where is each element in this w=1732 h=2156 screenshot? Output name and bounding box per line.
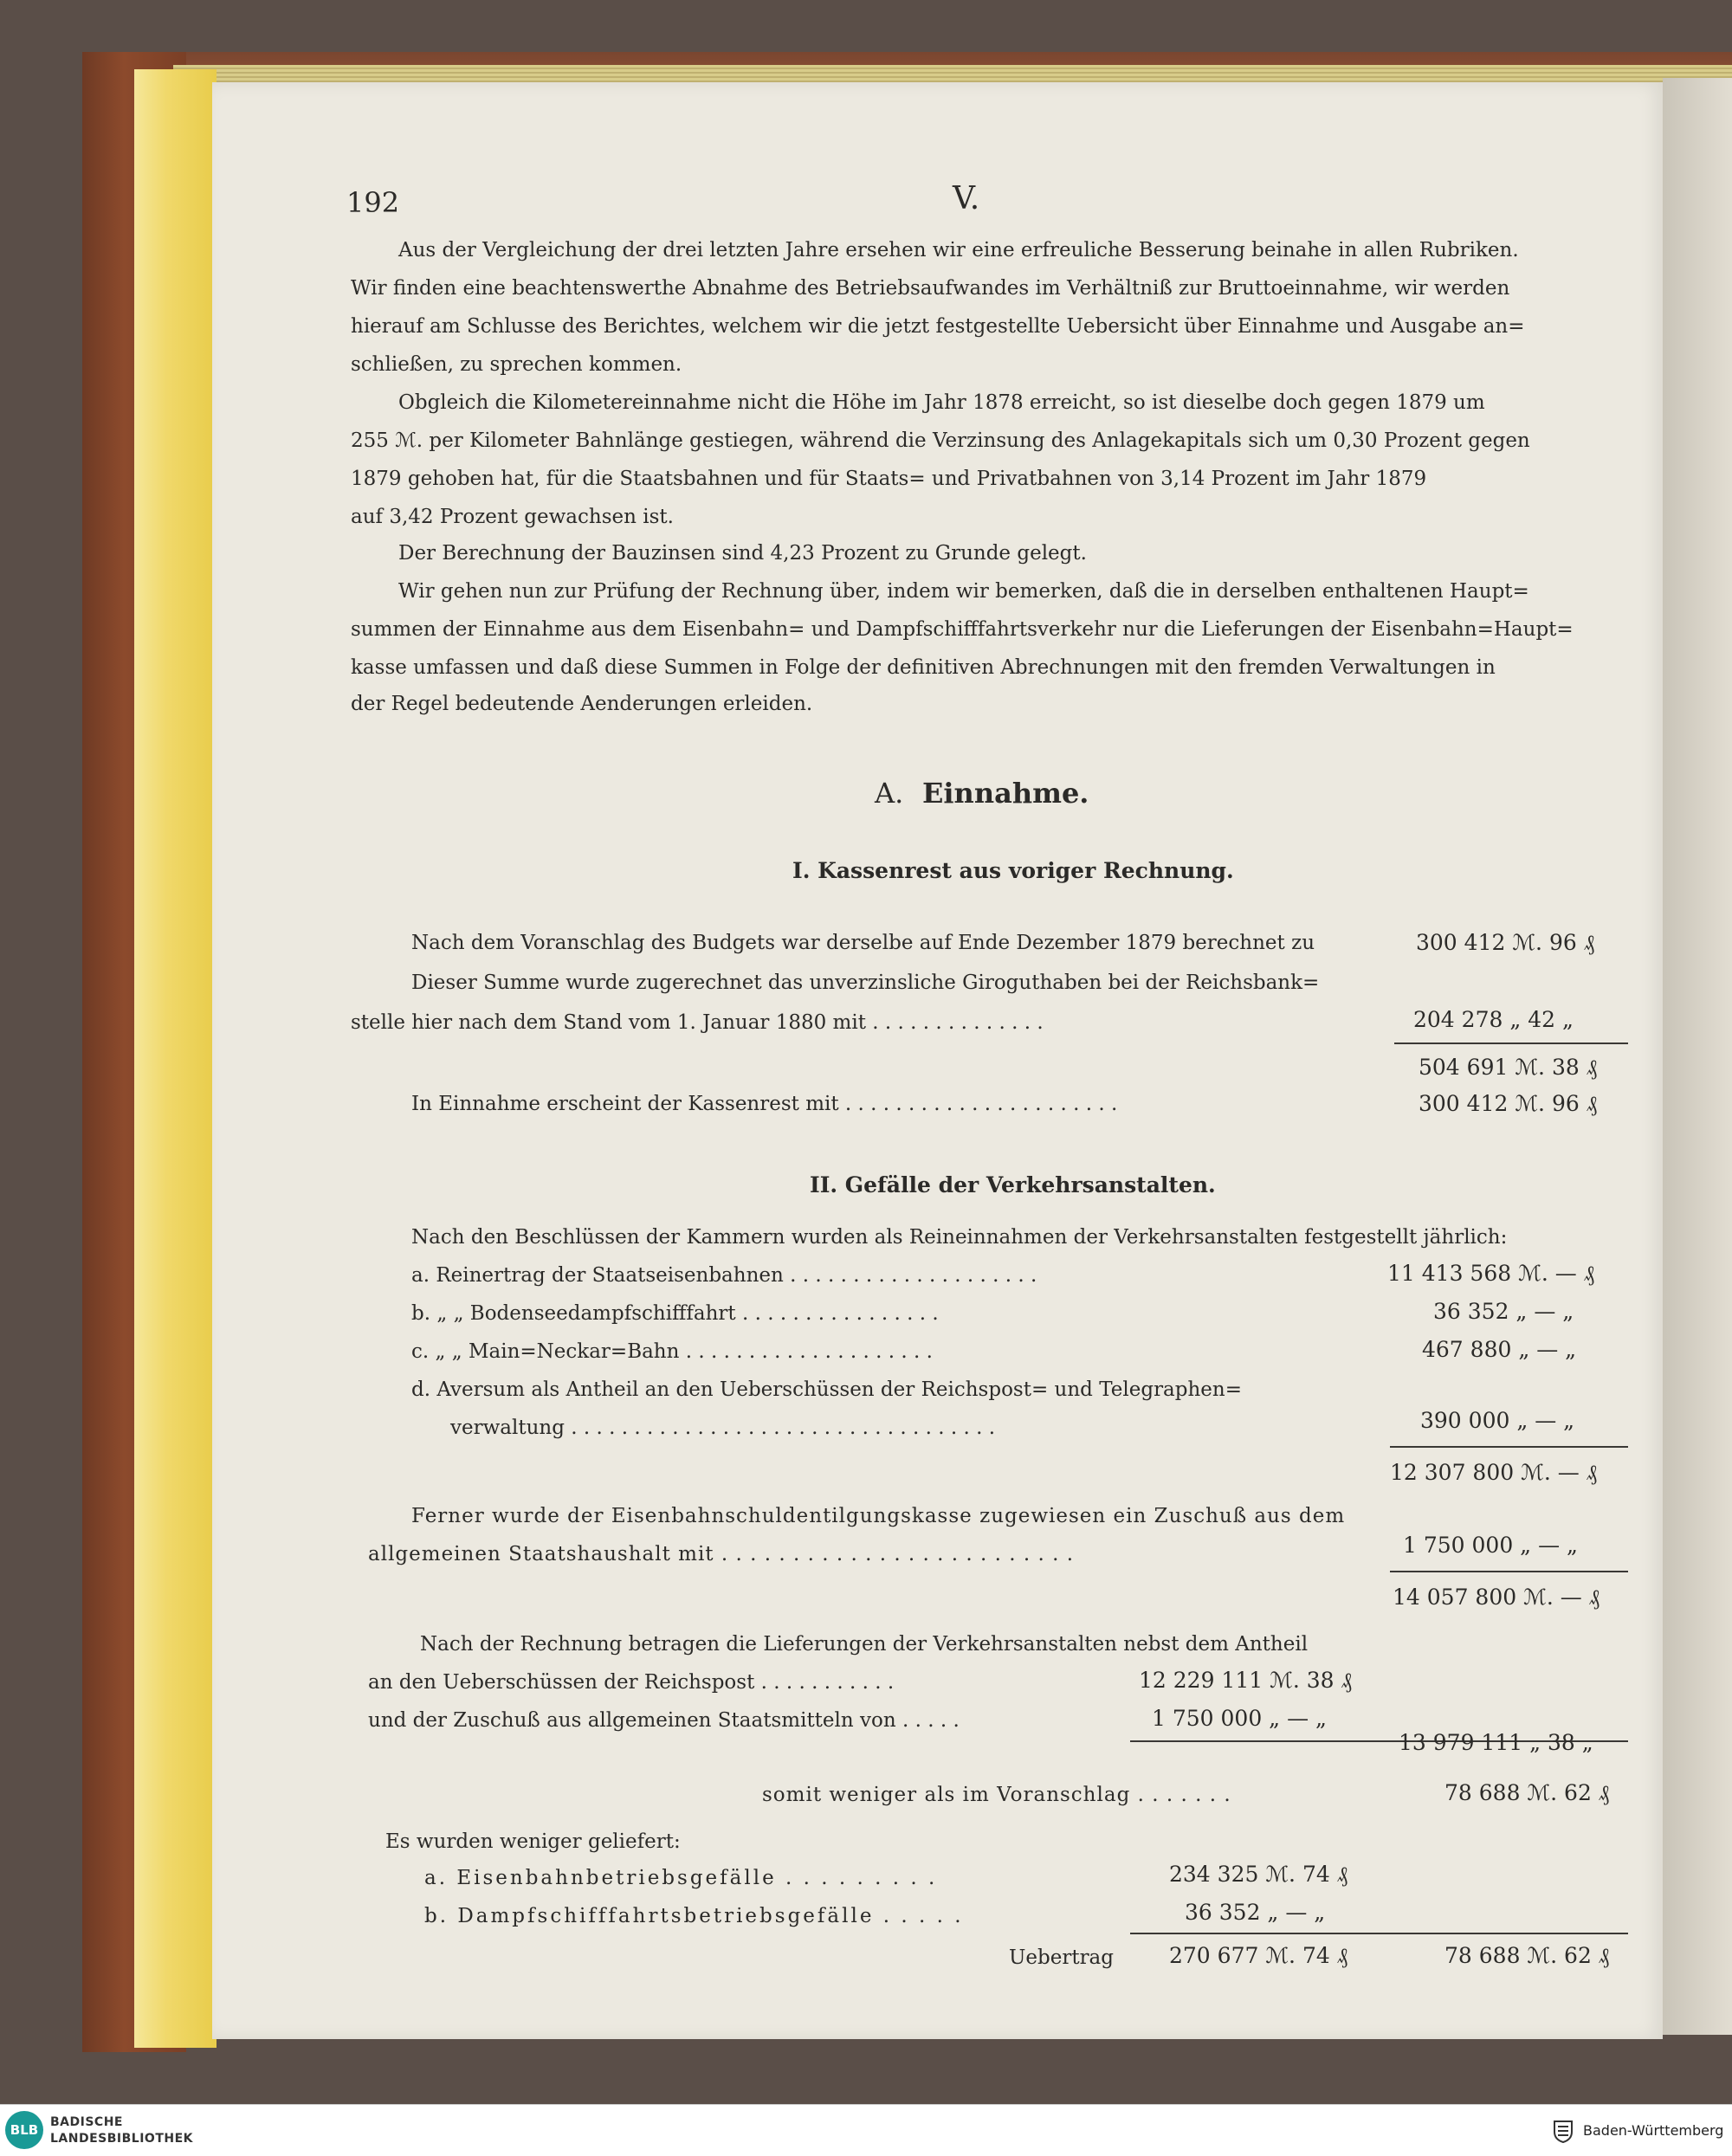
- blb-logo-icon: BLB: [5, 2111, 43, 2149]
- chapter-heading: V.: [953, 181, 980, 216]
- sub-a-line: a. Eisenbahnbetriebsgefälle . . . . . . . . .: [424, 1867, 938, 1889]
- section-ii-item-b: b. „ „ Bodenseedampfschifffahrt . . . . . . . . . . . . . . . .: [411, 1302, 939, 1325]
- intro-line-2: Wir finden eine beachtenswerthe Abnahme des Betriebsaufwandes im Verhältniß zur Bruttoeinnahme, wir werden: [351, 277, 1510, 300]
- section-ii-item-a: a. Reinertrag der Staatseisenbahnen . . . . . . . . . . . . . . . . . . . .: [411, 1264, 1037, 1287]
- section-i-line4: In Einnahme erscheint der Kassenrest mit . . . . . . . . . . . . . . . . . . . . . .: [411, 1093, 1118, 1115]
- section-ii-sum: 12 307 800 ℳ. — ₰: [1390, 1460, 1598, 1485]
- viewer-footer-bar: [0, 2104, 1732, 2156]
- es-wurden-line: Es wurden weniger geliefert:: [385, 1830, 681, 1853]
- intro-line-8: auf 3,42 Prozent gewachsen ist.: [351, 506, 674, 528]
- section-a-prefix: A.: [875, 777, 904, 810]
- intro-line-7: 1879 gehoben hat, für die Staatsbahnen und für Staats= und Privatbahnen von 3,14 Prozent im Jahr 1879: [351, 468, 1427, 490]
- page-number: 192: [346, 186, 400, 219]
- section-i-line1: Nach dem Voranschlag des Budgets war derselbe auf Ende Dezember 1879 berechnet zu: [411, 932, 1315, 954]
- nach-line-2-amount: 12 229 111 ℳ. 38 ₰: [1139, 1668, 1352, 1693]
- page-edge-gilded: [134, 69, 216, 2048]
- section-ii-item-b-amount: 36 352 „ — „: [1433, 1299, 1574, 1324]
- intro-line-9: Der Berechnung der Bauzinsen sind 4,23 Prozent zu Grunde gelegt.: [398, 542, 1087, 565]
- sub-b-amount: 36 352 „ — „: [1185, 1900, 1326, 1925]
- ferner-line-1: Ferner wurde der Eisenbahnschuldentilgungskasse zugewiesen ein Zuschuß aus dem: [411, 1505, 1346, 1527]
- sum-rule-1: [1394, 1042, 1628, 1044]
- nach-line-3-amount: 1 750 000 „ — „: [1152, 1706, 1327, 1731]
- weniger-amount: 78 688 ℳ. 62 ₰: [1444, 1780, 1610, 1805]
- sum-rule-2: [1390, 1446, 1628, 1448]
- uebertrag-amount-2: 78 688 ℳ. 62 ₰: [1444, 1943, 1610, 1968]
- section-i-sum: 504 691 ℳ. 38 ₰: [1419, 1055, 1598, 1080]
- sum-rule-5: [1130, 1933, 1628, 1934]
- sub-b-line: b. Dampfschifffahrtsbetriebsgefälle . . . . .: [424, 1905, 964, 1927]
- section-i-line2: Dieser Summe wurde zugerechnet das unverzinsliche Giroguthaben bei der Reichsbank=: [411, 971, 1320, 994]
- intro-line-13: der Regel bedeutende Aenderungen erleiden.: [351, 693, 813, 715]
- section-ii-item-d-cont: verwaltung . . . . . . . . . . . . . . . . . . . . . . . . . . . . . . . . . .: [450, 1417, 996, 1439]
- section-ii-intro: Nach den Beschlüssen der Kammern wurden als Reineinnahmen der Verkehrsanstalten festgestellt jährlich:: [411, 1226, 1508, 1249]
- intro-line-5: Obgleich die Kilometereinnahme nicht die Höhe im Jahr 1878 erreicht, so ist dieselbe doch gegen 1879 um: [398, 391, 1485, 414]
- blb-name-line-1: BADISCHE: [50, 2115, 123, 2129]
- sum-rule-3: [1390, 1571, 1628, 1572]
- section-i-line1-amount: 300 412 ℳ. 96 ₰: [1416, 930, 1595, 955]
- section-ii-sum-3: 14 057 800 ℳ. — ₰: [1393, 1585, 1600, 1610]
- baden-wuerttemberg-label: Baden-Württemberg: [1583, 2122, 1724, 2139]
- weniger-line: somit weniger als im Voranschlag . . . . . . .: [762, 1784, 1231, 1806]
- section-i-line4-amount: 300 412 ℳ. 96 ₰: [1419, 1091, 1598, 1116]
- section-ii-item-c-amount: 467 880 „ — „: [1422, 1337, 1577, 1362]
- intro-line-3: hierauf am Schlusse des Berichtes, welchem wir die jetzt festgestellte Uebersicht über Einnahme und Ausgabe an=: [351, 315, 1525, 338]
- coat-of-arms-icon: [1550, 2118, 1576, 2144]
- section-i-title: I. Kassenrest aus voriger Rechnung.: [792, 858, 1234, 883]
- intro-line-6: 255 ℳ. per Kilometer Bahnlänge gestiegen, während die Verzinsung des Anlagekapitals sich um 0,30 Prozent gegen: [351, 429, 1530, 452]
- nach-line-3: und der Zuschuß aus allgemeinen Staatsmitteln von . . . . .: [368, 1709, 960, 1732]
- section-a-title: Einnahme.: [922, 777, 1089, 810]
- ferner-amount: 1 750 000 „ — „: [1403, 1533, 1578, 1558]
- ferner-line-2: allgemeinen Staatshaushalt mit . . . . . . . . . . . . . . . . . . . . . . . . .: [368, 1543, 1075, 1565]
- intro-line-11: summen der Einnahme aus dem Eisenbahn= und Dampfschifffahrtsverkehr nur die Lieferungen der Eisenbahn=Haupt=: [351, 618, 1574, 641]
- section-ii-sum-4: 13 979 111 „ 38 „: [1399, 1730, 1593, 1755]
- uebertrag-amount-1: 270 677 ℳ. 74 ₰: [1169, 1943, 1348, 1968]
- section-ii-item-c: c. „ „ Main=Neckar=Bahn . . . . . . . . . . . . . . . . . . . .: [411, 1340, 933, 1363]
- nach-line-1: Nach der Rechnung betragen die Lieferungen der Verkehrsanstalten nebst dem Antheil: [420, 1633, 1309, 1656]
- section-ii-item-a-amount: 11 413 568 ℳ. — ₰: [1387, 1261, 1595, 1286]
- facing-page-edge: [1663, 78, 1732, 2035]
- section-ii-item-d-amount: 390 000 „ — „: [1420, 1408, 1575, 1433]
- section-ii-title: II. Gefälle der Verkehrsanstalten.: [810, 1172, 1216, 1197]
- intro-line-4: schließen, zu sprechen kommen.: [351, 353, 682, 376]
- section-i-line3-amount: 204 278 „ 42 „: [1413, 1007, 1574, 1032]
- blb-name-line-2: LANDESBIBLIOTHEK: [50, 2132, 194, 2146]
- uebertrag-label: Uebertrag: [1009, 1946, 1114, 1969]
- section-i-line3: stelle hier nach dem Stand vom 1. Januar 1880 mit . . . . . . . . . . . . . .: [351, 1011, 1044, 1034]
- intro-line-10: Wir gehen nun zur Prüfung der Rechnung über, indem wir bemerken, daß die in derselben enthaltenen Haupt=: [398, 580, 1529, 603]
- intro-line-12: kasse umfassen und daß diese Summen in Folge der definitiven Abrechnungen mit den fremden Verwaltungen in: [351, 656, 1496, 679]
- sub-a-amount: 234 325 ℳ. 74 ₰: [1169, 1862, 1348, 1887]
- intro-line-1: Aus der Vergleichung der drei letzten Jahre ersehen wir eine erfreuliche Besserung beinahe in allen Rubriken.: [398, 239, 1519, 261]
- section-ii-item-d: d. Aversum als Antheil an den Ueberschüssen der Reichspost= und Telegraphen=: [411, 1378, 1243, 1401]
- nach-line-2: an den Ueberschüssen der Reichspost . . . . . . . . . . .: [368, 1671, 895, 1694]
